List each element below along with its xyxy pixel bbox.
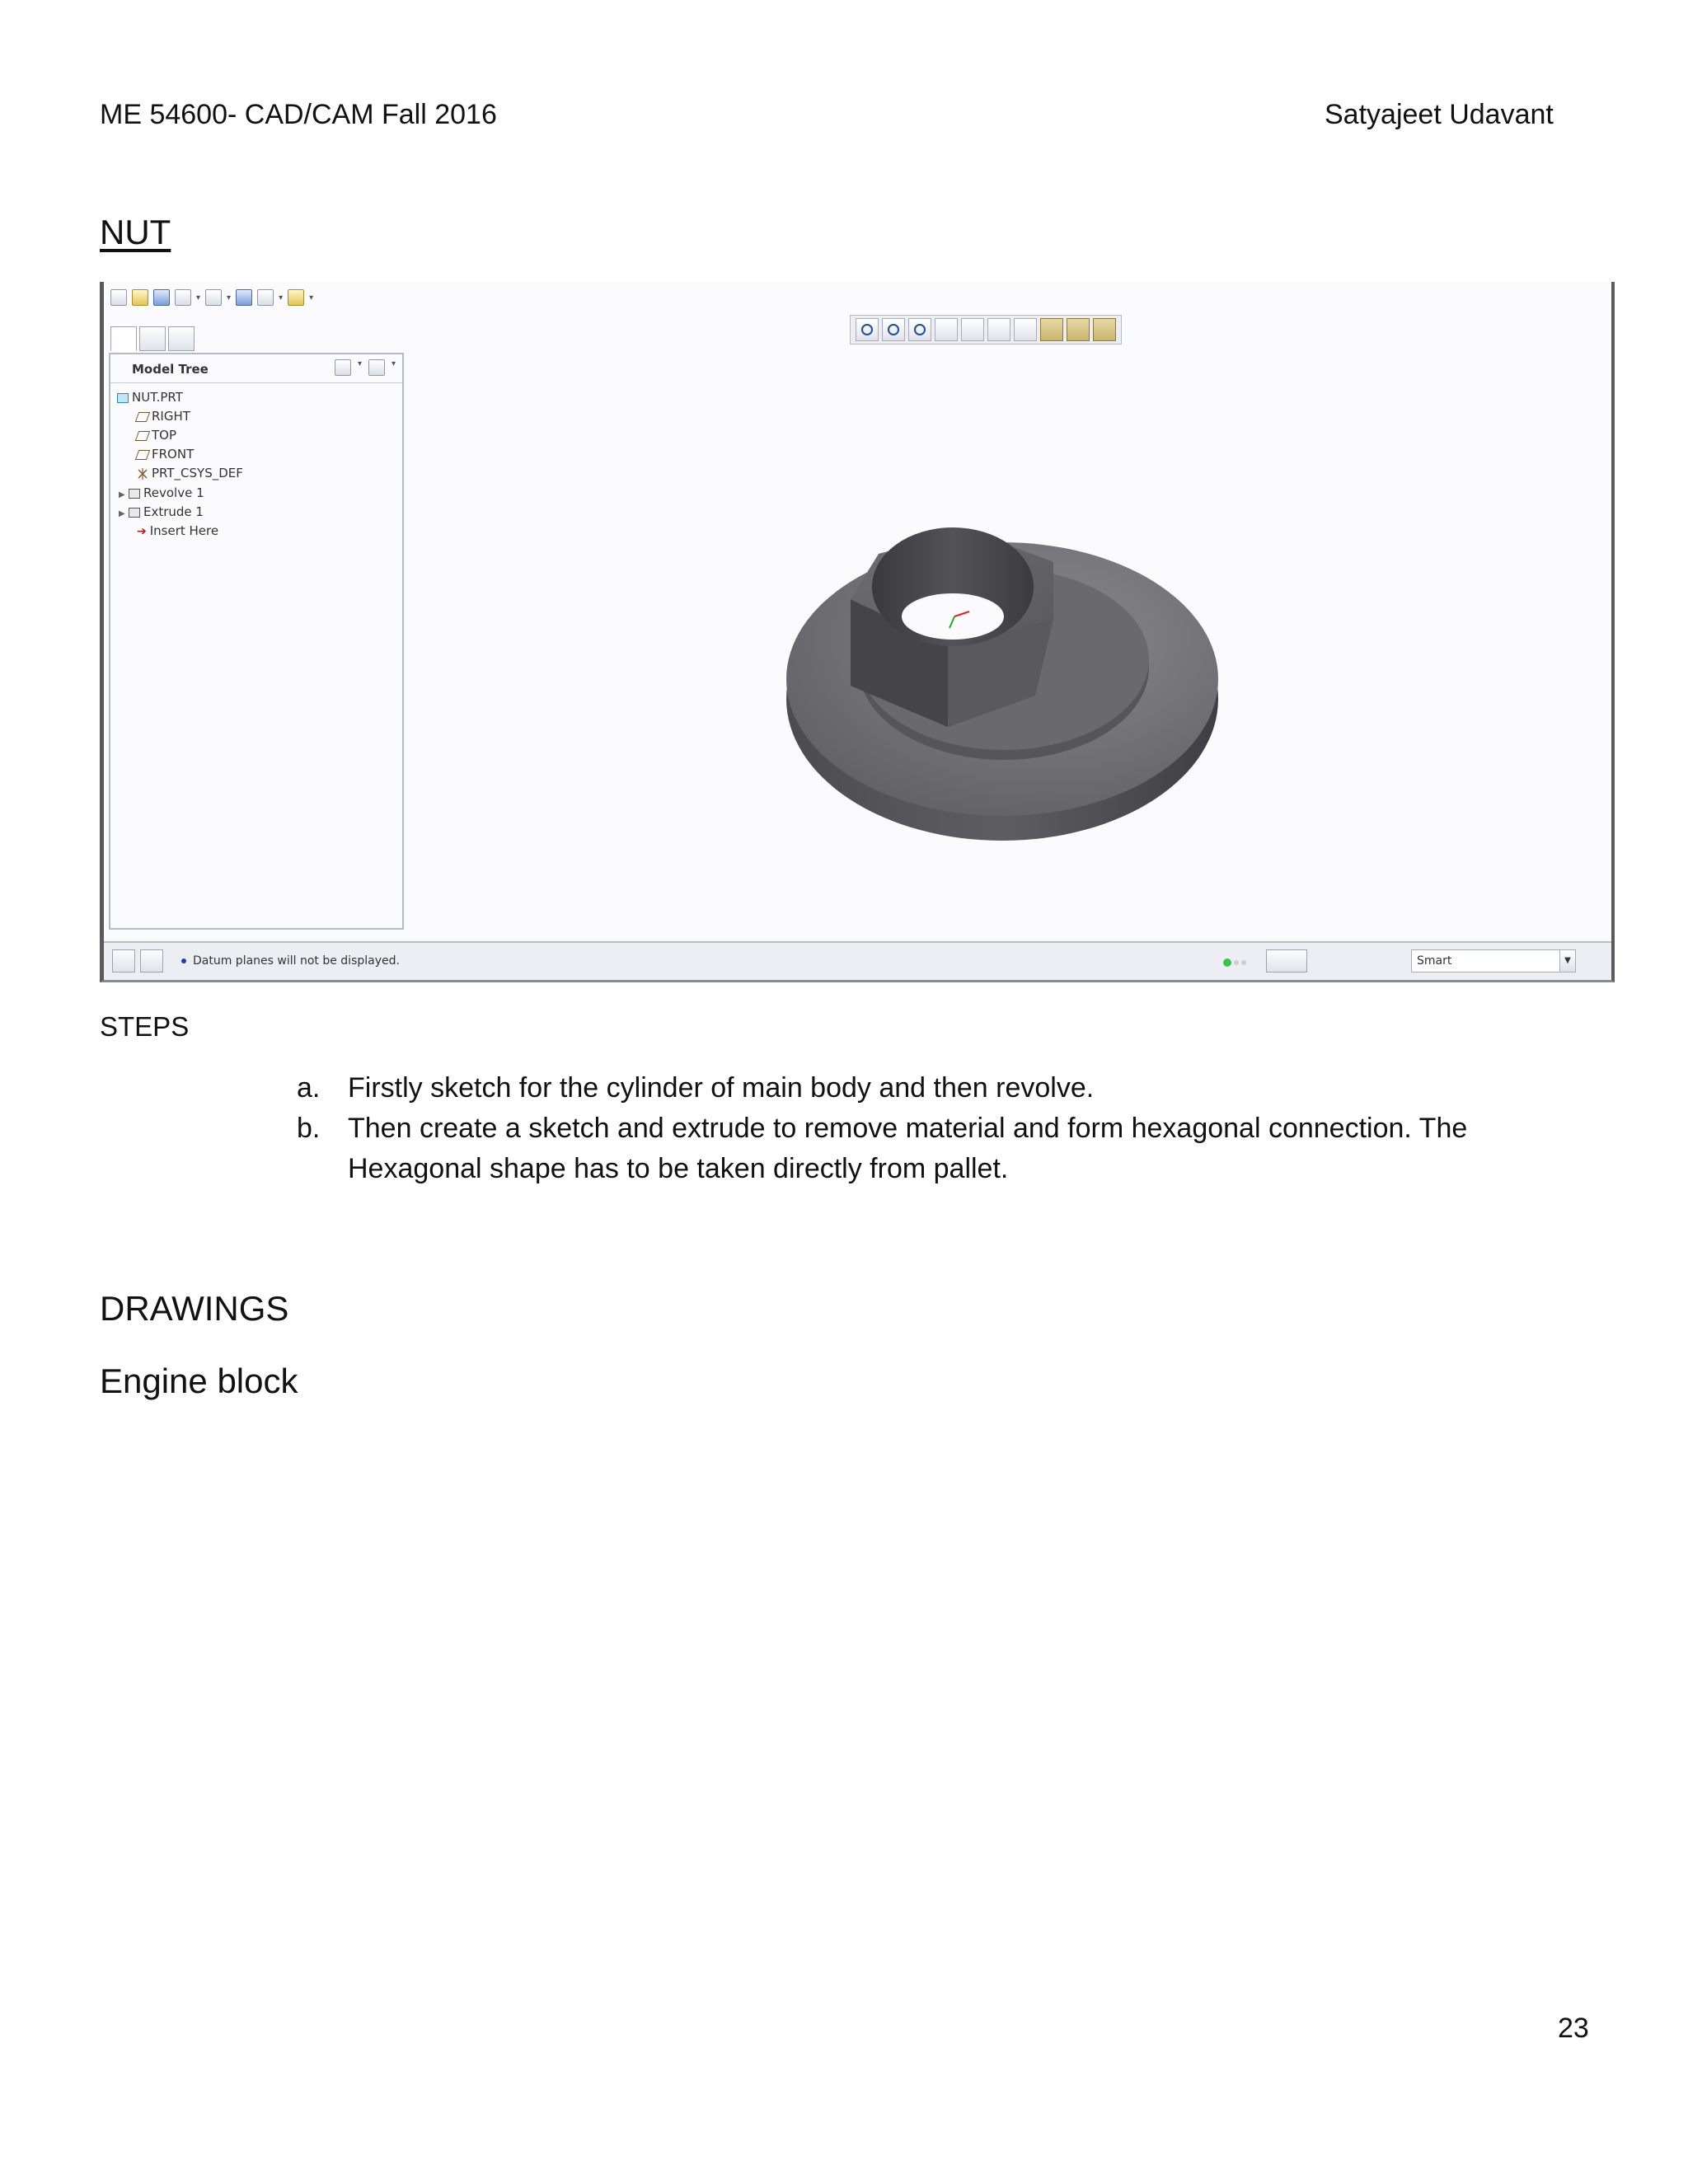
info-bullet-icon	[181, 958, 186, 963]
expand-arrow-icon[interactable]: ▶	[119, 490, 125, 499]
model-tree-header	[110, 354, 402, 383]
save-icon[interactable]	[153, 289, 170, 306]
model-tree-panel	[109, 353, 404, 930]
header-author: Satyajeet Udavant	[1325, 99, 1554, 130]
tree-item-right[interactable]: RIGHT	[137, 408, 190, 424]
regeneration-status-icon	[1223, 958, 1248, 968]
steps-list	[297, 1068, 1599, 1189]
tree-show-dropdown-icon[interactable]: ▾	[391, 359, 396, 368]
refit-icon[interactable]	[856, 318, 879, 341]
selection-filter-select[interactable]: Smart ▼	[1411, 949, 1576, 972]
display-style-icon[interactable]	[961, 318, 984, 341]
regenerate-icon[interactable]	[236, 289, 252, 306]
datum-display-icon[interactable]	[1040, 318, 1063, 341]
model-tree-title: Model Tree	[132, 362, 209, 377]
part-icon	[117, 393, 129, 403]
tab-folder-browser[interactable]	[139, 326, 166, 351]
redo-icon[interactable]	[205, 289, 222, 306]
tree-item-extrude[interactable]: ▶ Extrude 1	[119, 504, 204, 520]
quick-access-toolbar	[110, 287, 313, 308]
nut-3d-model	[771, 455, 1233, 883]
tree-item-top[interactable]: TOP	[137, 427, 176, 443]
step-text: Then create a sketch and extrude to remove material and form hexagonal connection. The Hexagonal shape has to be taken directly from pallet.	[348, 1113, 1468, 1184]
tree-settings-dropdown-icon[interactable]: ▾	[357, 359, 362, 368]
navigator-tabs	[110, 326, 195, 351]
undo-icon[interactable]	[175, 289, 191, 306]
tree-settings-icon[interactable]	[335, 359, 351, 376]
zoom-in-icon[interactable]	[882, 318, 905, 341]
section-title-drawings: DRAWINGS	[100, 1289, 289, 1328]
tree-item-front[interactable]: FRONT	[137, 446, 194, 462]
tree-item-insert-here[interactable]: ➔ Insert Here	[137, 523, 219, 538]
close-window-icon[interactable]	[288, 289, 304, 306]
step-marker: b.	[297, 1113, 321, 1144]
annotation-display-icon[interactable]	[1067, 318, 1090, 341]
windows-icon[interactable]	[257, 289, 274, 306]
tab-favorites[interactable]	[168, 326, 195, 351]
page-number: 23	[1558, 2013, 1589, 2044]
toggle-browser-icon[interactable]	[140, 949, 163, 972]
insert-arrow-icon: ➔	[137, 524, 147, 538]
list-item	[297, 1068, 1599, 1108]
coordinate-system-icon	[137, 468, 148, 480]
status-message: Datum planes will not be displayed.	[181, 954, 400, 968]
step-marker: a.	[297, 1072, 321, 1104]
tree-show-icon[interactable]	[368, 359, 385, 376]
revolve-icon	[129, 489, 140, 499]
chevron-down-icon[interactable]: ▼	[1559, 950, 1575, 972]
find-binoculars-icon[interactable]	[1266, 949, 1307, 972]
expand-arrow-icon[interactable]: ▶	[119, 509, 125, 518]
new-file-icon[interactable]	[110, 289, 127, 306]
undo-dropdown-icon[interactable]: ▾	[196, 293, 201, 302]
tab-model-tree[interactable]	[110, 326, 137, 351]
datum-plane-icon	[135, 412, 150, 422]
open-folder-icon[interactable]	[132, 289, 148, 306]
step-text: Firstly sketch for the cylinder of main body and then revolve.	[348, 1072, 1095, 1104]
repaint-icon[interactable]	[935, 318, 958, 341]
zoom-out-icon[interactable]	[908, 318, 931, 341]
list-item	[297, 1108, 1599, 1189]
customize-toolbar-icon[interactable]: ▾	[309, 293, 314, 302]
tree-item-revolve[interactable]: ▶ Revolve 1	[119, 485, 204, 501]
extrude-icon	[129, 508, 140, 518]
datum-plane-icon	[135, 450, 150, 460]
spin-center-icon[interactable]	[1093, 318, 1116, 341]
cad-screenshot	[100, 282, 1615, 982]
windows-dropdown-icon[interactable]: ▾	[279, 293, 284, 302]
datum-plane-icon	[135, 431, 150, 441]
header-course: ME 54600- CAD/CAM Fall 2016	[100, 99, 497, 130]
status-bar	[104, 941, 1611, 980]
redo-dropdown-icon[interactable]: ▾	[227, 293, 232, 302]
tree-item-csys[interactable]: PRT_CSYS_DEF	[137, 465, 243, 481]
steps-label: STEPS	[100, 1011, 190, 1042]
view-manager-icon[interactable]	[1014, 318, 1037, 341]
tree-item-part[interactable]: NUT.PRT	[117, 389, 183, 405]
saved-orientations-icon[interactable]	[987, 318, 1010, 341]
subsection-title-engine-block: Engine block	[100, 1361, 298, 1400]
toggle-navigator-icon[interactable]	[112, 949, 135, 972]
view-toolbar	[850, 315, 1122, 344]
section-title-nut: NUT	[100, 213, 171, 251]
